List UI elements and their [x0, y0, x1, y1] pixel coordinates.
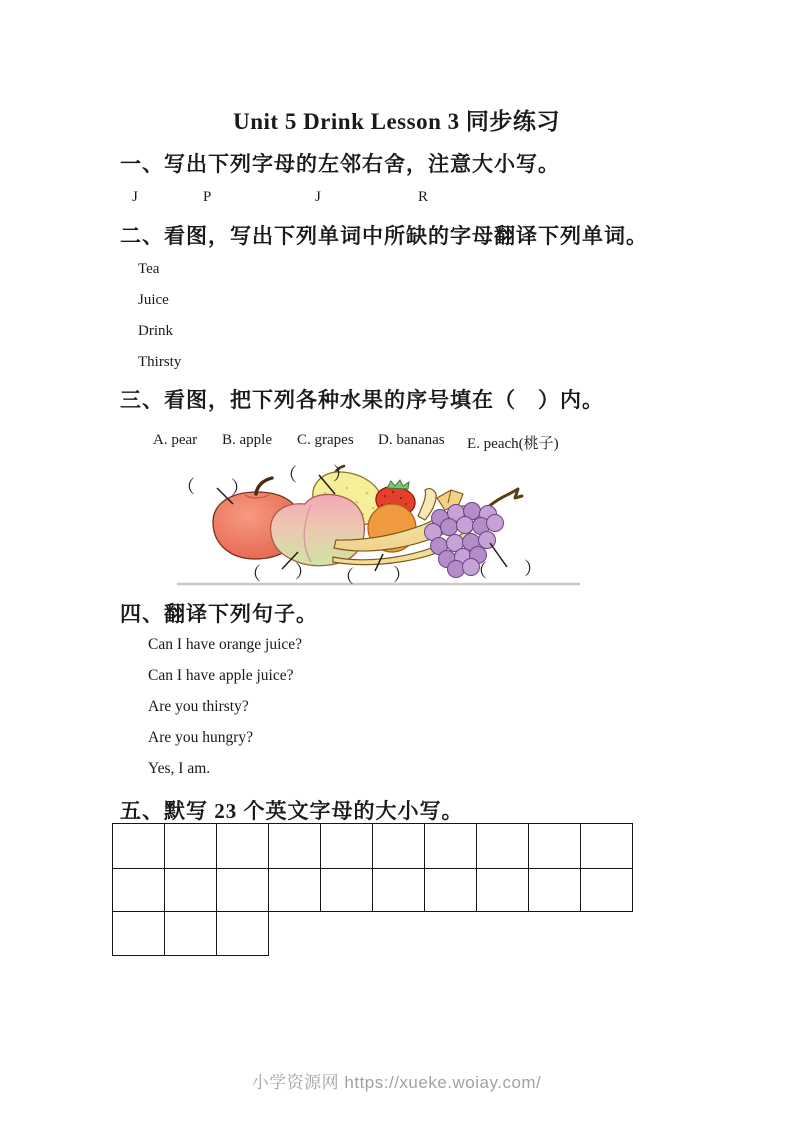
letter-prompt: R: [418, 189, 429, 205]
section-5-heading: 五、默写 23 个英文字母的大小写。: [120, 799, 464, 823]
letter-prompt: J: [132, 189, 138, 205]
grid-cell: [321, 869, 373, 912]
grid-cell: [477, 869, 529, 912]
option-item: A. pear: [153, 432, 198, 448]
grid-cell: [217, 869, 269, 912]
answer-paren-open: （: [243, 564, 261, 584]
word-item: Drink: [138, 323, 173, 339]
answer-paren-open: （: [177, 477, 195, 497]
answer-paren-close: ）: [393, 565, 411, 585]
answer-paren-close: ）: [295, 562, 313, 582]
grid-cell: [113, 912, 165, 956]
grid-cell: [321, 824, 373, 869]
answer-paren-open: （: [336, 567, 354, 587]
answer-paren-close: ）: [524, 559, 542, 579]
grid-cell: [425, 824, 477, 869]
grid-cell: [269, 869, 321, 912]
grid-cell: [113, 824, 165, 869]
sentence-item: Are you thirsty?: [148, 698, 249, 715]
grid-cell: [581, 869, 633, 912]
grid-cell: [165, 824, 217, 869]
word-item: Thirsty: [138, 354, 182, 370]
word-item: Tea: [138, 261, 160, 277]
answer-paren-close: ）: [231, 478, 249, 498]
page-title: Unit 5 Drink Lesson 3 同步练习: [233, 109, 560, 134]
grid-cell: [217, 912, 269, 956]
letter-prompt: P: [203, 189, 212, 205]
option-item: C. grapes: [297, 432, 354, 448]
answer-paren-open: （: [279, 465, 297, 485]
grid-cell: [373, 869, 425, 912]
grid-cell: [217, 824, 269, 869]
sentence-item: Are you hungry?: [148, 729, 254, 746]
letter-prompt: J: [315, 189, 321, 205]
grid-cell: [165, 869, 217, 912]
section-1-heading: 一、写出下列字母的左邻右舍，注意大小写。: [120, 152, 560, 176]
option-item: D. bananas: [378, 432, 445, 448]
sentence-item: Can I have orange juice?: [148, 636, 303, 653]
sentence-item: Yes, I am.: [148, 760, 211, 777]
option-item: E. peach(桃子): [467, 436, 559, 452]
grid-cell: [529, 869, 581, 912]
option-item: B. apple: [222, 432, 272, 448]
grid-cell: [373, 824, 425, 869]
footer-watermark: [0, 1068, 793, 1093]
grid-cell: [425, 869, 477, 912]
grid-cell: [113, 869, 165, 912]
grid-cell: [165, 912, 217, 956]
grid-cell: [581, 824, 633, 869]
grid-cell: [477, 824, 529, 869]
grid-cell: [529, 824, 581, 869]
answer-paren-open: （: [469, 561, 487, 581]
sentence-item: Can I have apple juice?: [148, 667, 294, 684]
fruit-options-row: [0, 432, 793, 450]
section-2-heading: 二、看图，写出下列单词中所缺的字母翻译下列单词。: [120, 224, 648, 248]
footer-link[interactable]: 小学资源网 https://xueke.woiay.com/: [251, 1073, 542, 1092]
grid-cell: [269, 824, 321, 869]
answer-paren-close: ）: [333, 464, 351, 484]
letter-grid: [112, 823, 633, 956]
letters-row: [0, 189, 793, 207]
fruit-figure-image: [175, 458, 582, 587]
section-4-heading: 四、翻译下列句子。: [120, 602, 318, 626]
word-item: Juice: [138, 292, 169, 308]
section-3-heading: 三、看图，把下列各种水果的序号填在（ ）内。: [120, 388, 604, 412]
